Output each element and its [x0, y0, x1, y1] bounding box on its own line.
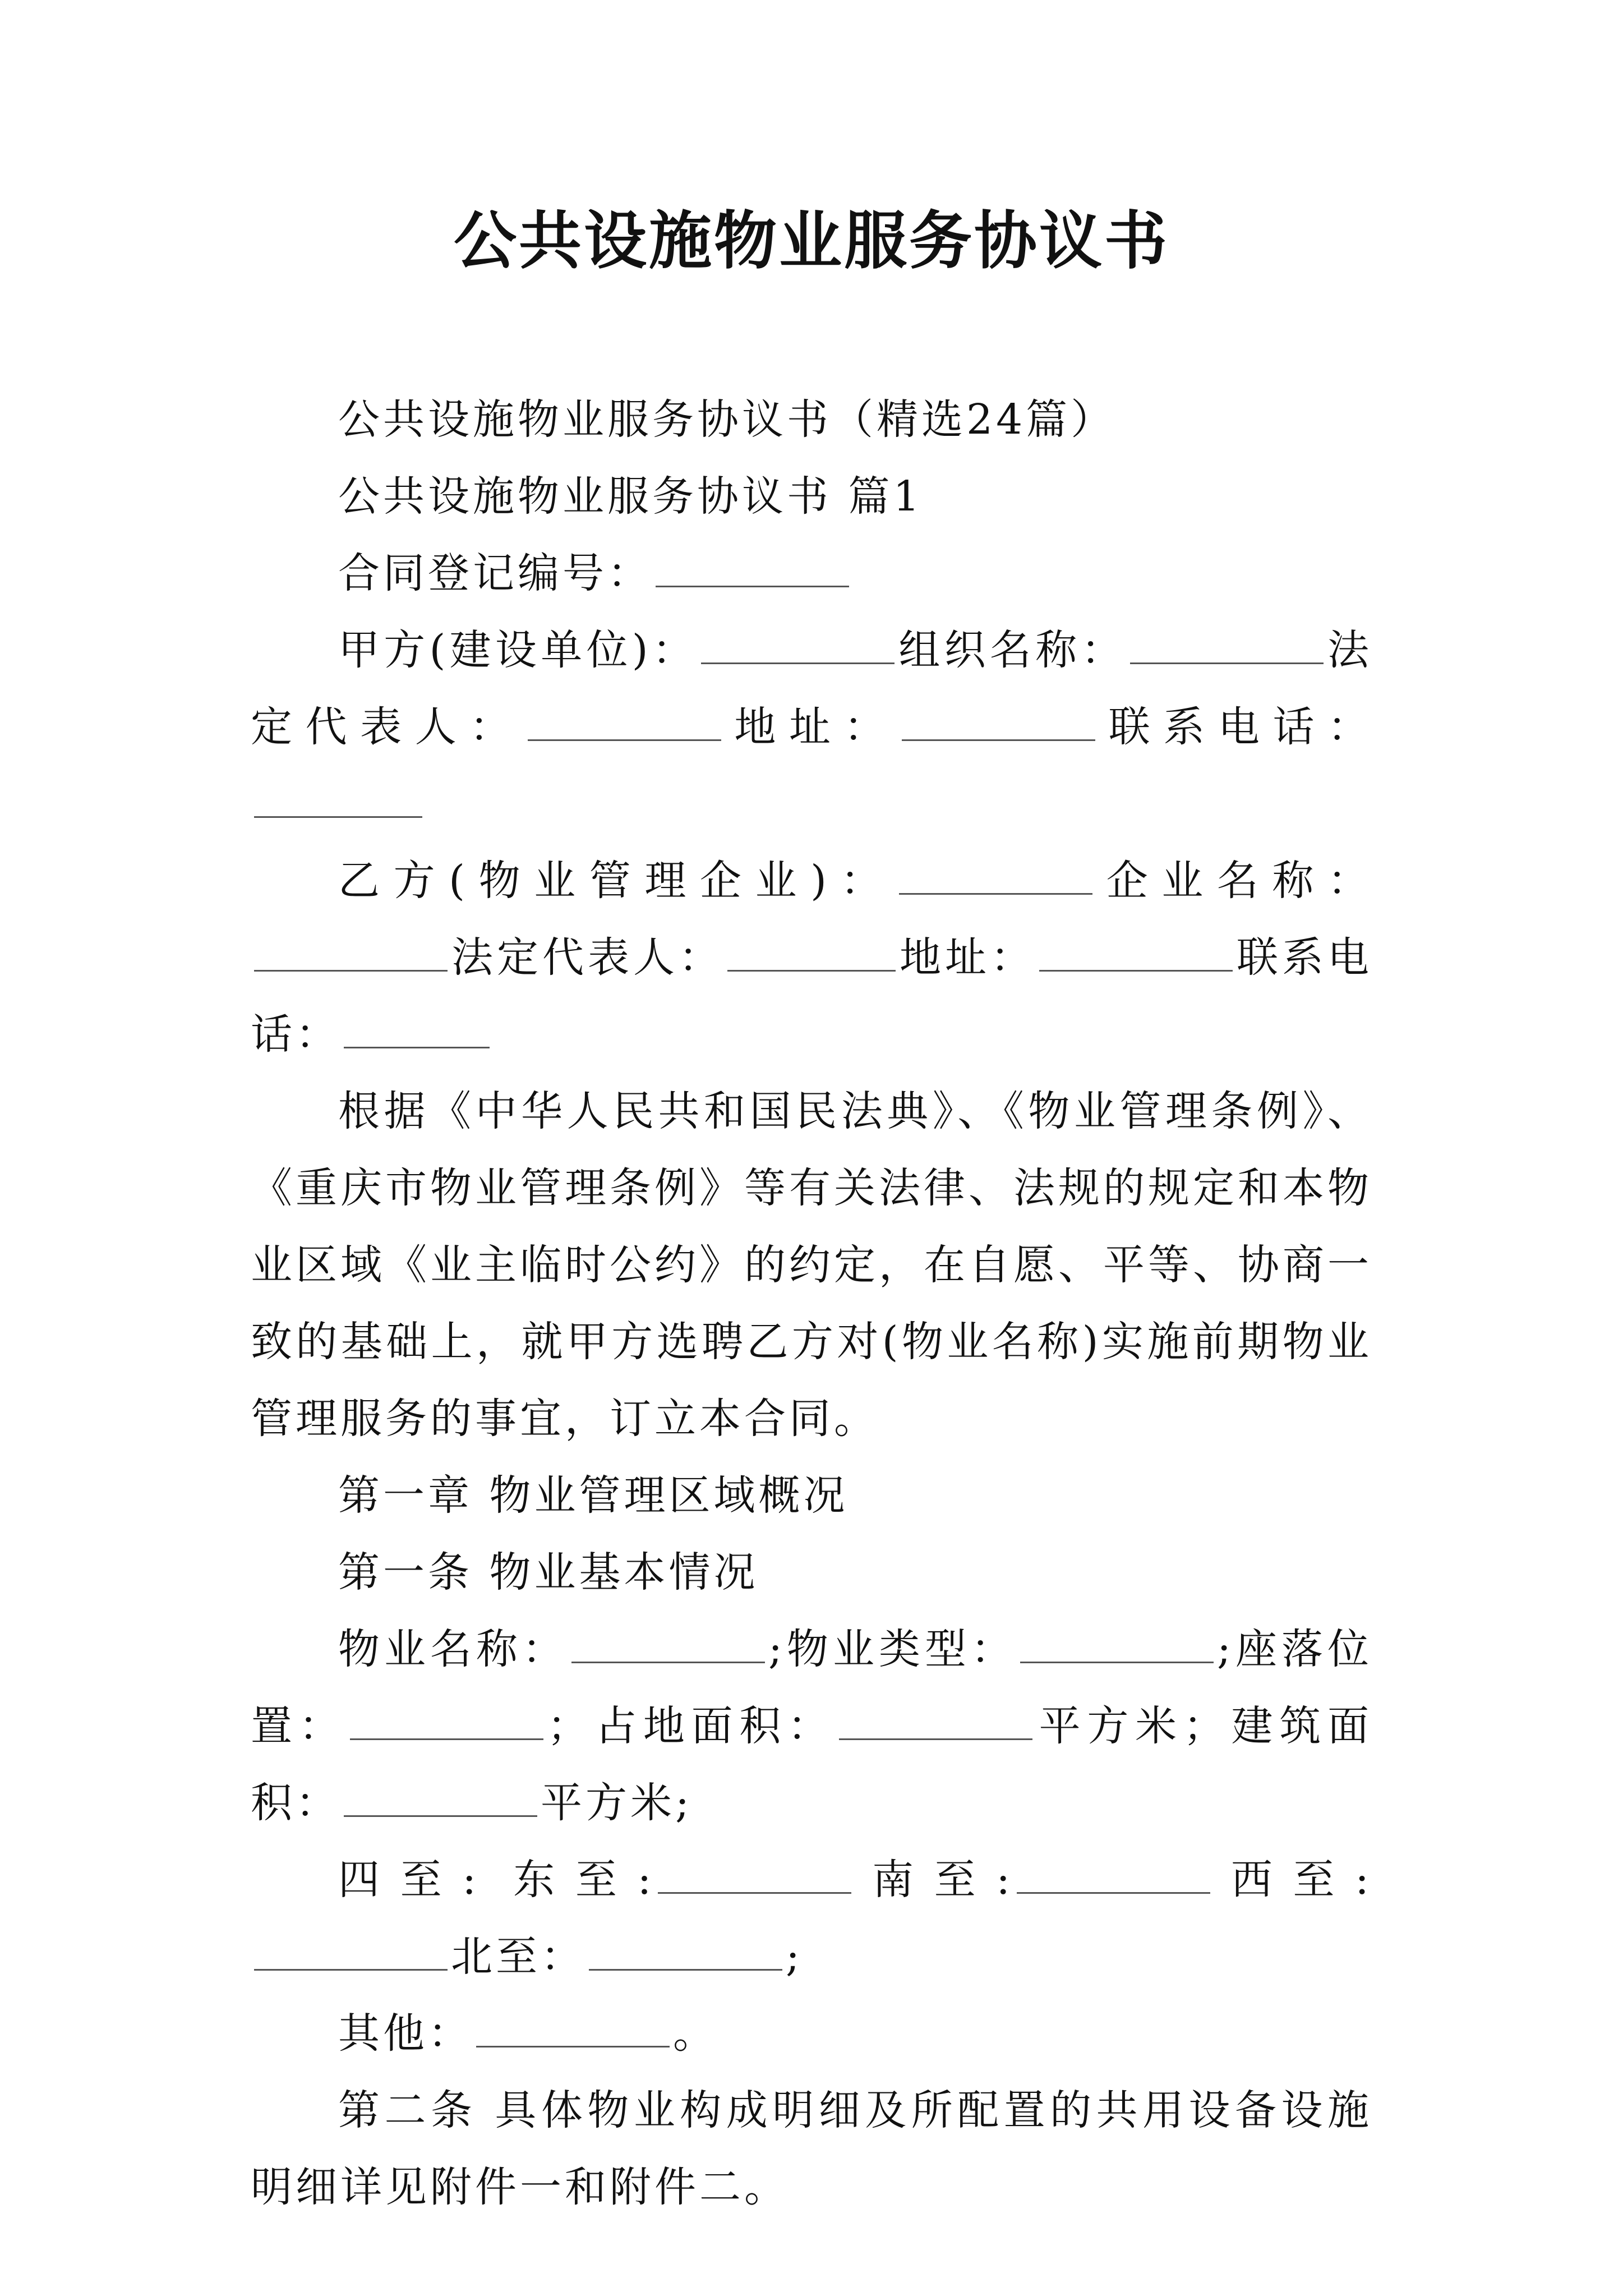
north-blank — [589, 1935, 782, 1971]
west-label: 西至: — [1214, 1856, 1373, 1904]
party-a-rep-blank — [528, 706, 721, 741]
party-a-role-blank — [701, 629, 895, 664]
party-b-phone-label: 联系电话： — [251, 933, 1372, 1059]
boundaries-east-label: 四至: 东至: — [338, 1856, 655, 1904]
south-blank — [1017, 1858, 1210, 1894]
land-area-blank — [839, 1705, 1032, 1740]
north-label: 北至： — [451, 1932, 585, 1981]
party-b-company-label: 企业名称： — [1096, 857, 1372, 905]
sqm-unit: 平方米; — [541, 1779, 693, 1827]
party-a-org-blank — [1130, 629, 1324, 664]
other-end: 。 — [673, 2009, 718, 2058]
party-b-phone-blank — [344, 1013, 490, 1048]
party-a-phone-blank — [254, 783, 422, 818]
party-b-role-label: 乙方(物业管理企业)： — [338, 857, 896, 905]
property-location-label: ;座落位置： — [251, 1625, 1373, 1750]
party-b-paragraph — [251, 843, 1372, 1073]
section-heading: 公共设施物业服务协议书 篇1 — [338, 472, 923, 521]
party-b-company-blank — [254, 936, 448, 972]
building-area-blank — [344, 1782, 537, 1817]
party-a-paragraph — [251, 612, 1372, 843]
preamble-paragraph: 根据《中华人民共和国民法典》、《物业管理条例》、《重庆市物业管理条例》等有关法律、法规的规定和本物业区域《业主临时公约》的约定，在自愿、平等、协商一致的基础上，就甲方选聘乙方对(物业名称)实施前期物业管理服务的事宜，订立本合同。 — [251, 1087, 1372, 1443]
party-b-address-blank — [1039, 936, 1233, 972]
property-type-label: ;物业类型： — [768, 1625, 1017, 1673]
property-name-label: 物业名称： — [338, 1625, 569, 1673]
boundaries-paragraph — [251, 1842, 1372, 1995]
registration-blank — [656, 552, 849, 587]
land-area-label: ；占地面积： — [547, 1702, 836, 1750]
party-a-org-label: 组织名称： — [898, 626, 1127, 674]
party-b-address-label: 地址： — [899, 933, 1036, 982]
party-b-role-blank — [899, 859, 1092, 895]
property-location-blank — [350, 1705, 543, 1740]
boundaries-end: ; — [786, 1932, 803, 1981]
chapter-heading: 第一章 物业管理区域概况 — [338, 1471, 849, 1520]
party-a-rep-label: 法定代表人： — [251, 626, 1372, 751]
registration-label: 合同登记编号： — [338, 549, 652, 597]
property-type-blank — [1020, 1628, 1214, 1663]
party-b-rep-label: 法定代表人： — [451, 933, 724, 982]
party-a-address-blank — [902, 706, 1095, 741]
property-name-blank — [571, 1628, 765, 1663]
registration-line — [251, 535, 1372, 612]
article-1-heading: 第一条 物业基本情况 — [338, 1548, 759, 1596]
other-line — [251, 1995, 1372, 2072]
building-area-label: 平方米；建筑面积： — [251, 1702, 1373, 1827]
party-a-role-label: 甲方(建设单位)： — [338, 626, 698, 674]
south-label: 南至: — [855, 1856, 1014, 1904]
article-2-paragraph: 第二条 具体物业构成明细及所配置的共用设备设施明细详见附件一和附件二。 — [251, 2086, 1372, 2211]
west-blank — [254, 1935, 448, 1971]
property-info-paragraph — [251, 1611, 1372, 1842]
document-body — [251, 381, 1372, 2226]
party-b-rep-blank — [727, 936, 896, 972]
other-blank — [476, 2012, 670, 2047]
party-a-phone-label: 联系电话： — [1099, 703, 1373, 751]
party-a-address-label: 地址： — [724, 703, 899, 751]
document-title: 公共设施物业服务协议书 — [454, 204, 1169, 278]
east-blank — [658, 1858, 851, 1894]
other-label: 其他： — [338, 2009, 473, 2058]
subtitle: 公共设施物业服务协议书（精选24篇） — [338, 395, 1116, 444]
